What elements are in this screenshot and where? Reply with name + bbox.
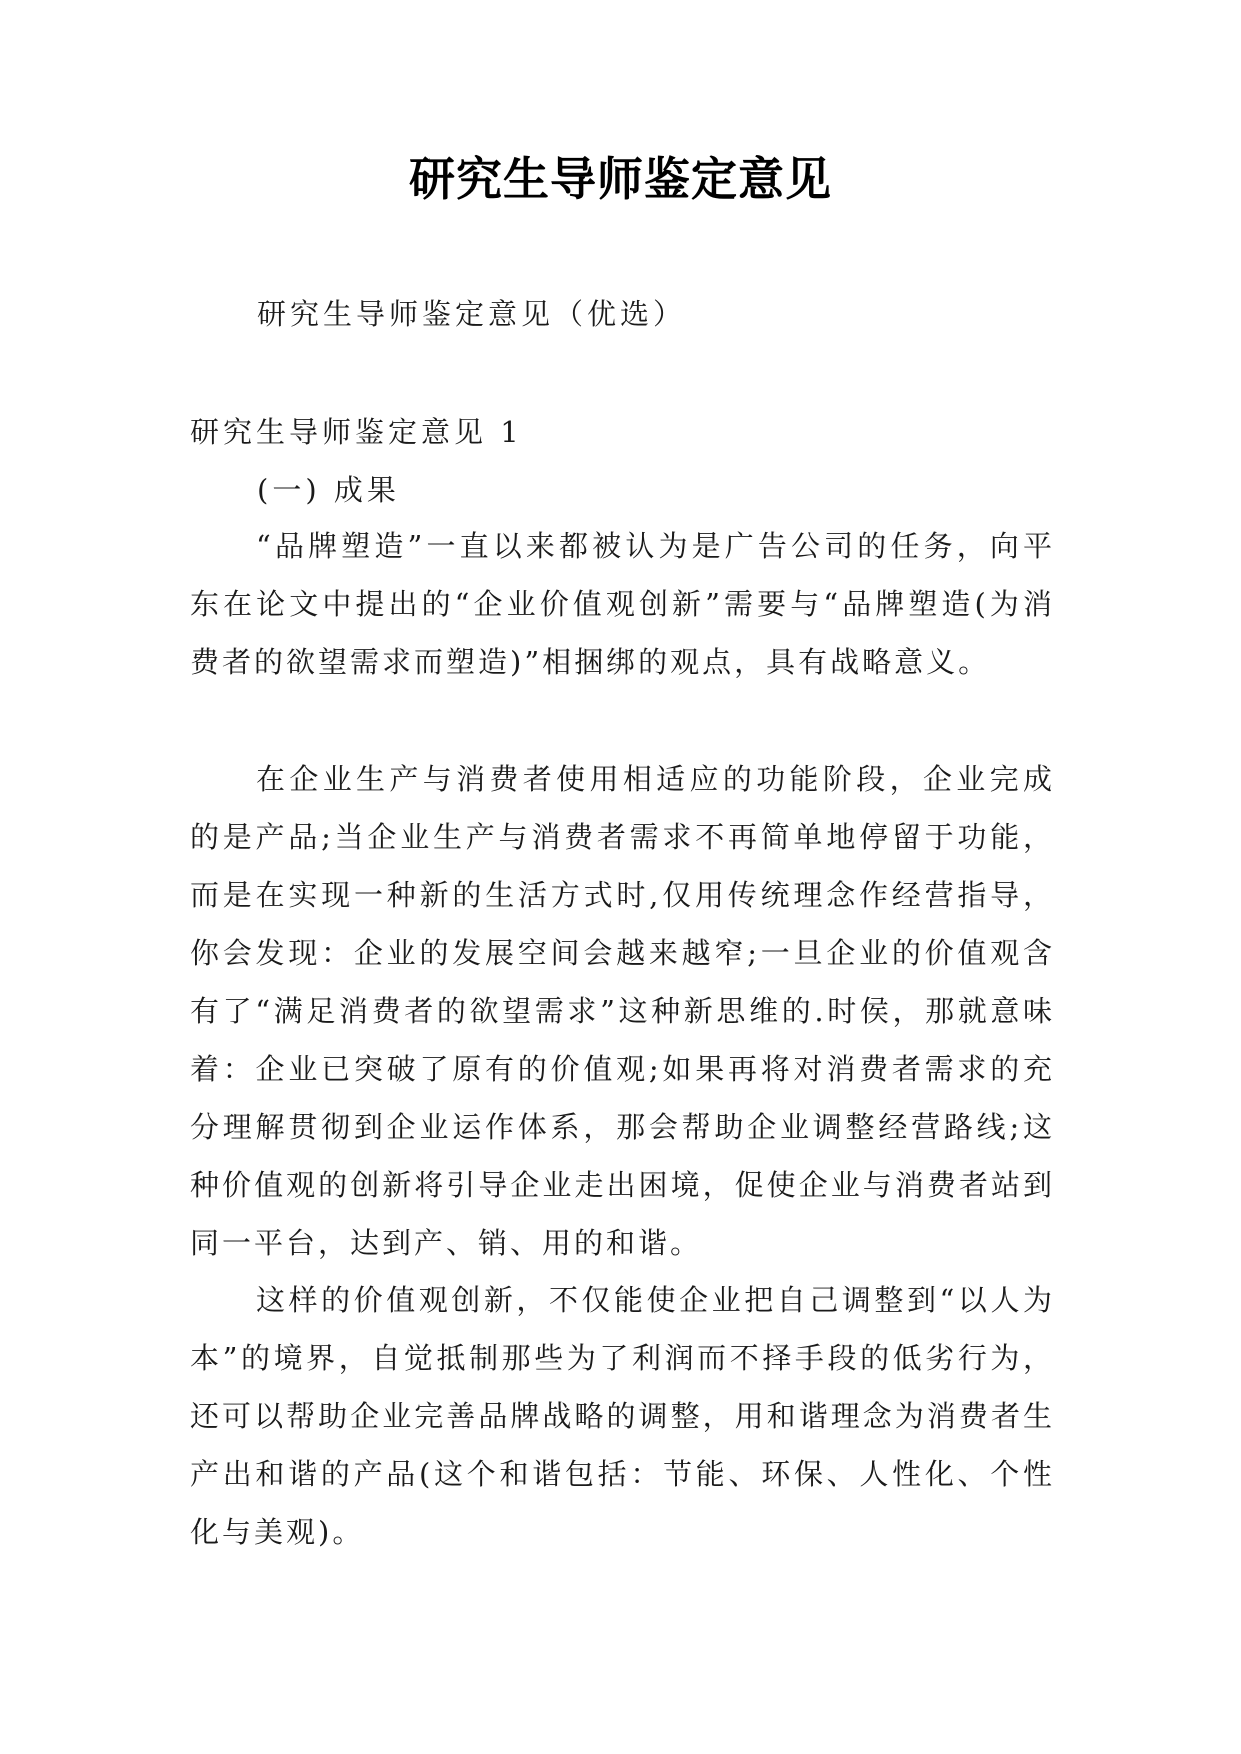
sub-heading: (一) 成果: [257, 473, 400, 507]
paragraph-3: 这样的价值观创新，不仅能使企业把自己调整到“以人为本”的境界，自觉抵制那些为了利润而不择手段的低劣行为，还可以帮助企业完善品牌战略的调整，用和谐理念为消费者生产出和谐的产品(这个和谐包括：节能、环保、人性化、个性化与美观)。: [190, 1283, 1055, 1549]
document-title: 研究生导师鉴定意见: [409, 152, 832, 206]
paragraph-2: 在企业生产与消费者使用相适应的功能阶段，企业完成的是产品;当企业生产与消费者需求不再简单地停留于功能，而是在实现一种新的生活方式时,仅用传统理念作经营指导，你会发现：企业的发展空间会越来越窄;一旦企业的价值观含有了“满足消费者的欲望需求”这种新思维的.时侯，那就意味着：企业已突破了原有的价值观;如果再将对消费者需求的充分理解贯彻到企业运作体系，那会帮助企业调整经营路线;这种价值观的创新将引导企业走出困境，促使企业与消费者站到同一平台，达到产、销、用的和谐。: [190, 762, 1055, 1260]
paragraph-1: “品牌塑造”一直以来都被认为是广告公司的任务，向平东在论文中提出的“企业价值观创新”需要与“品牌塑造(为消费者的欲望需求而塑造)”相捆绑的观点，具有战略意义。: [190, 529, 1055, 679]
document-subtitle: 研究生导师鉴定意见（优选）: [257, 297, 687, 331]
section-heading: 研究生导师鉴定意见 1: [190, 415, 523, 449]
